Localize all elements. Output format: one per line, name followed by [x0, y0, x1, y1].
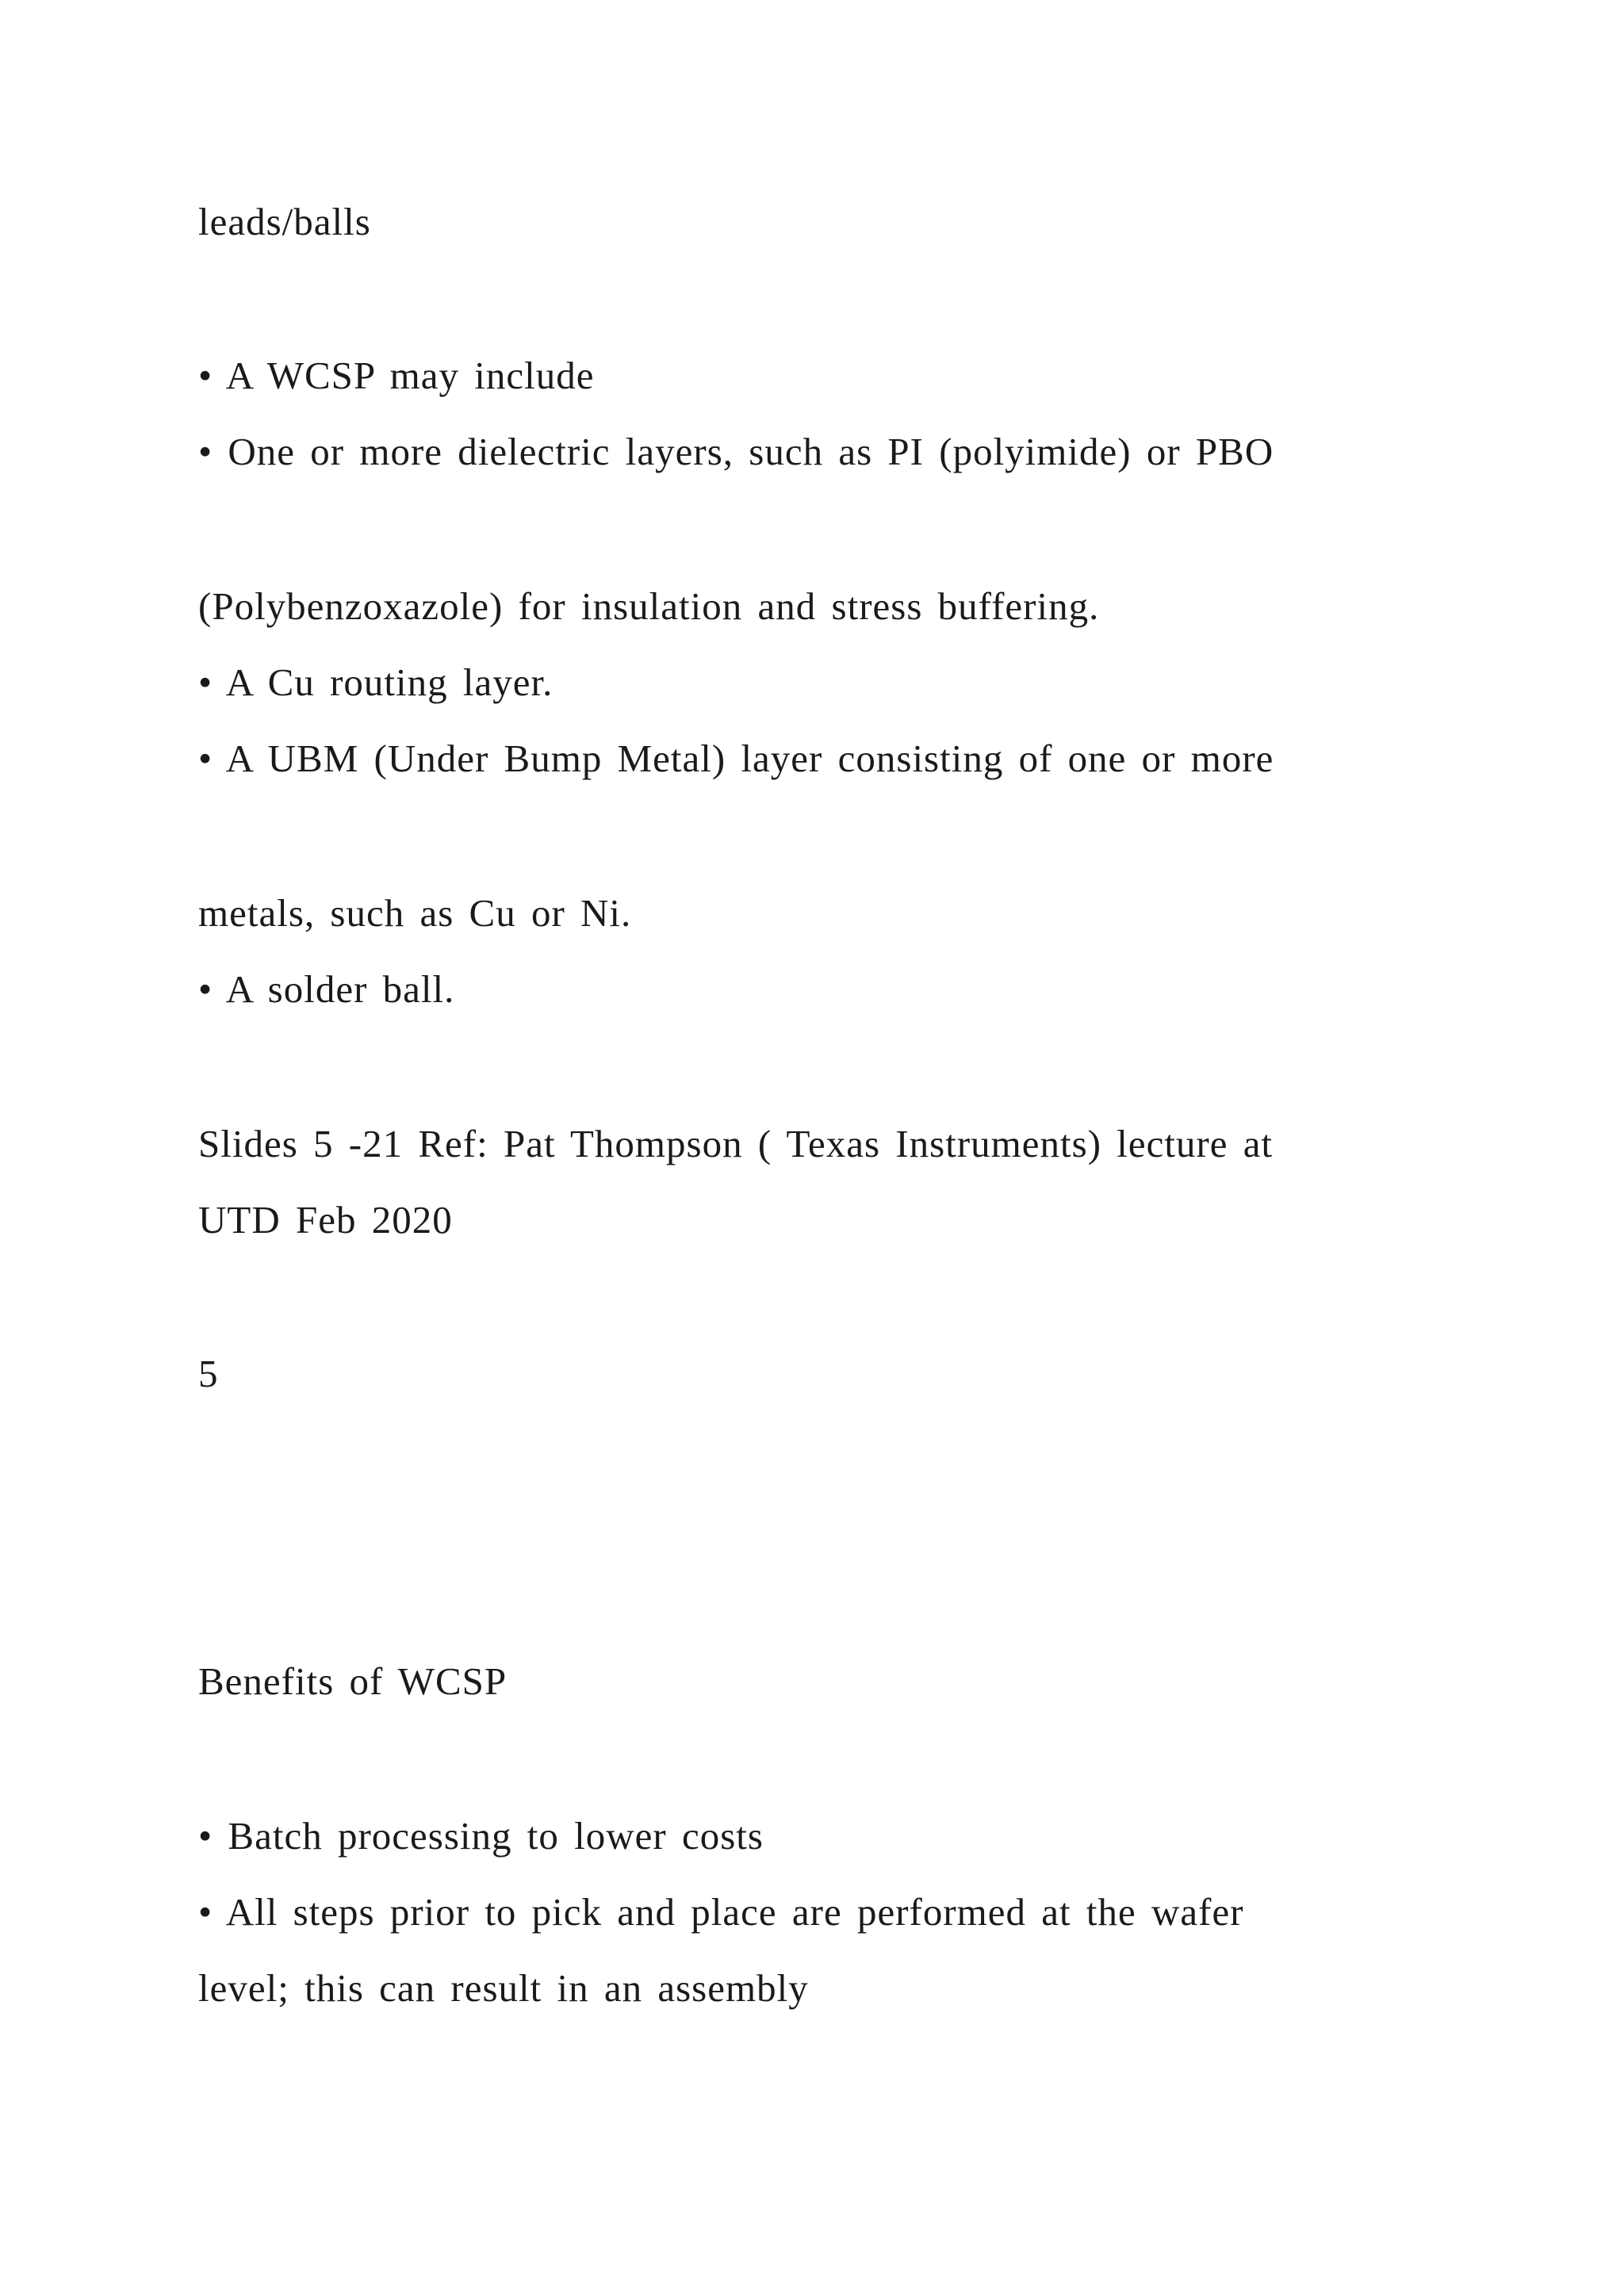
- bullet-cu-routing-layer: • A Cu routing layer.: [198, 660, 553, 704]
- reference-date-line: UTD Feb 2020: [198, 1198, 453, 1242]
- page-number: 5: [198, 1352, 219, 1395]
- bullet-solder-ball: • A solder ball.: [198, 967, 455, 1011]
- text-line-assembly: level; this can result in an assembly: [198, 1966, 809, 2010]
- bullet-ubm-layer: • A UBM (Under Bump Metal) layer consisting of one or more: [198, 737, 1274, 780]
- text-line-metals: metals, such as Cu or Ni.: [198, 891, 632, 935]
- reference-line: Slides 5 -21 Ref: Pat Thompson ( Texas Instruments) lecture at: [198, 1122, 1274, 1165]
- section-heading-benefits: Benefits of WCSP: [198, 1659, 508, 1703]
- bullet-wcsp-may-include: • A WCSP may include: [198, 354, 595, 397]
- text-line-polybenzoxazole: (Polybenzoxazole) for insulation and stress buffering.: [198, 584, 1100, 628]
- bullet-dielectric-layers: • One or more dielectric layers, such as PI (polyimide) or PBO: [198, 430, 1274, 473]
- bullet-wafer-level-steps: • All steps prior to pick and place are performed at the wafer: [198, 1890, 1244, 1934]
- bullet-batch-processing: • Batch processing to lower costs: [198, 1814, 764, 1858]
- text-line-leads-balls: leads/balls: [198, 200, 371, 243]
